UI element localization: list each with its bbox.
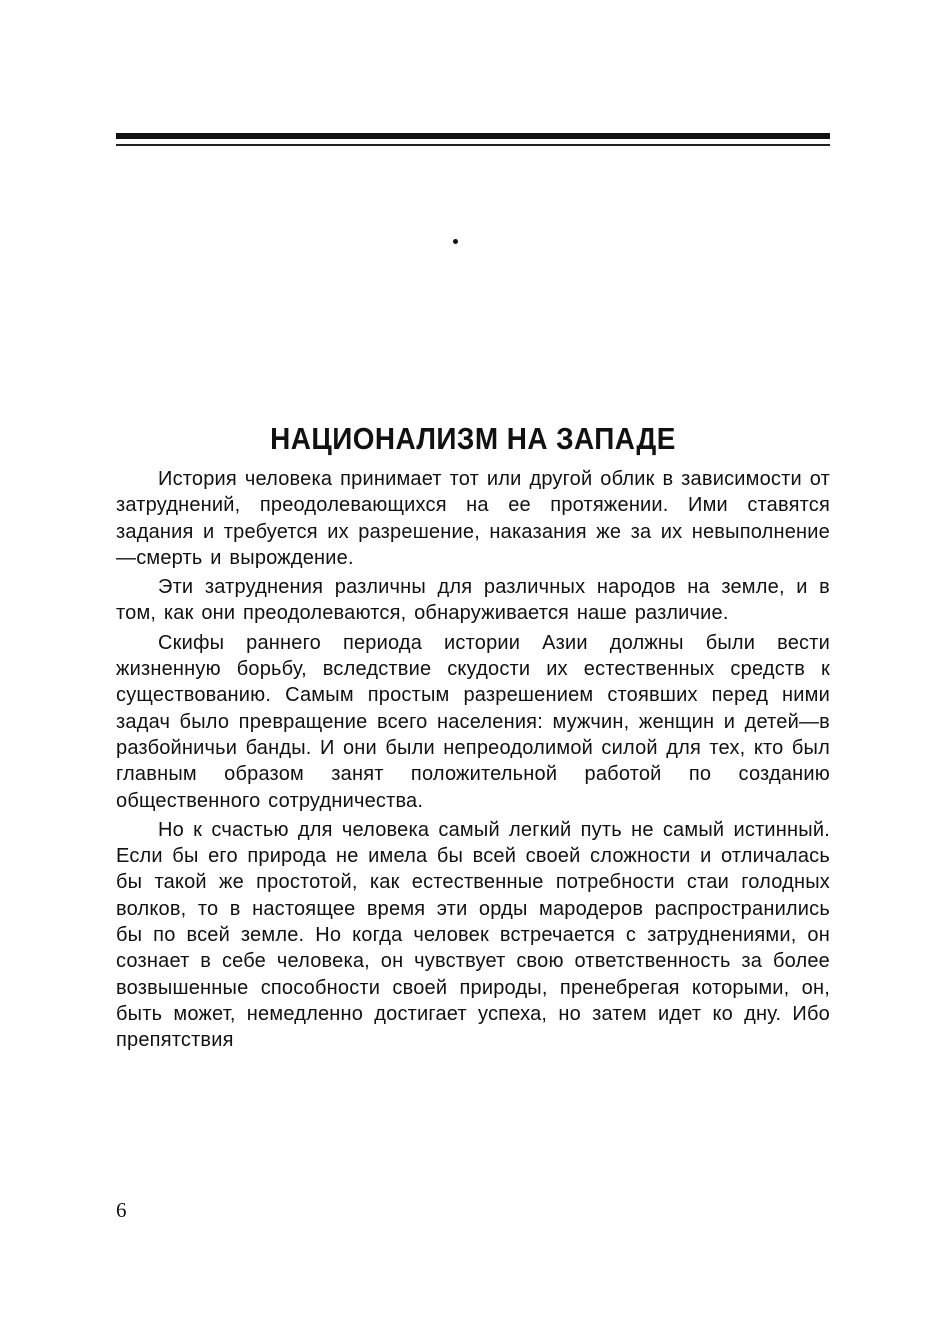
print-speck [453,239,458,244]
header-rule-thick [116,133,830,139]
body-text [116,466,830,1057]
paragraph-4: Но к счастью для человека самый легкий путь не самый истинный. Если бы его природа не имела бы всей своей сложности и отличалась бы такой же простотой, как естественные потребности стаи голодных волков, то в настоящее время эти орды мародеров распространились бы по всей земле. Но когда человек встречается с затруднениями, он сознает в себе человека, он чувствует свою ответственность за более возвышенные способности своей природы, пренебрегая которыми, он, быть может, немедленно достигает успеха, но затем идет ко дну. Ибо препятствия [116,818,830,1052]
page-number: 6 [116,1198,127,1222]
header-rule-thin [116,144,830,146]
paragraph-2: Эти затруднения различны для различных народов на земле, и в том, как они преодолеваются, обнаруживается наше различие. [116,576,830,625]
chapter-title: НАЦИОНАЛИЗМ НА ЗАПАДЕ [270,420,676,456]
paragraph-1: История человека принимает тот или другой облик в зависимости от затруднений, преодолевающихся на ее протяжении. Ими ставятся задания и требуется их разрешение, наказания же за их невыполнение—смерть и вырождение. [116,468,830,569]
paragraph-3: Скифы раннего периода истории Азии должны были вести жизненную борьбу, вследствие скудости их естественных средств к существованию. Самым простым разрешением стоявших перед ними задач было превращение всего населения: мужчин, женщин и детей—в разбойничьи банды. И они были непреодолимой силой для тех, кто был главным образом занят положительной работой по созданию общественного сотрудничества. [116,631,830,812]
